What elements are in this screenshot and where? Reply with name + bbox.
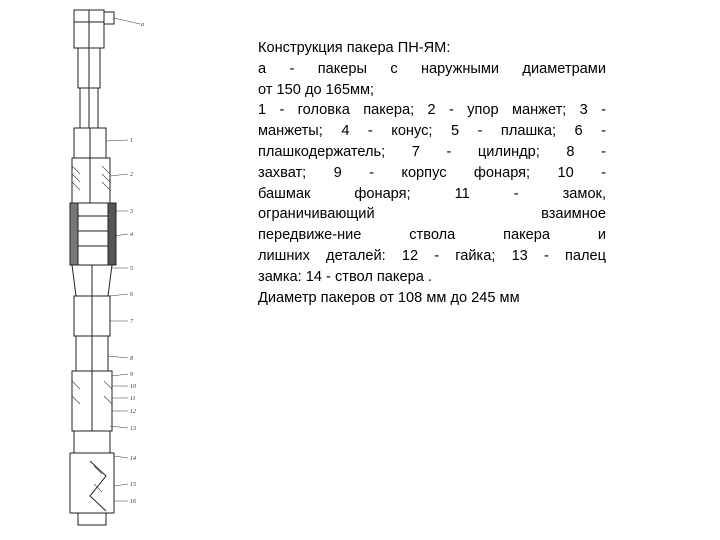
figure-label: 3 [130, 209, 133, 215]
caption-line: манжеты; 4 - конус; 5 - плашка; 6 - [258, 123, 606, 140]
figure-label: 6 [130, 292, 133, 298]
figure-label: 9 [130, 372, 133, 378]
figure-label: 11 [130, 396, 136, 402]
figure-label: 16 [130, 499, 136, 505]
caption-line: передвиже-ние ствола пакера и [258, 227, 606, 244]
figure-label-a: а [141, 22, 144, 28]
caption-line: замка: 14 - ствол пакера . [258, 268, 432, 285]
caption-line: от 150 до 165мм; [258, 81, 375, 98]
figure-label: 4 [130, 232, 133, 238]
figure-label: 12 [130, 409, 136, 415]
figure-label: 13 [130, 426, 136, 432]
caption-line: ограничивающий взаимное [258, 206, 606, 223]
caption-footer: Диаметр пакеров от 108 мм до 245 мм [258, 289, 520, 306]
caption-line: 1 - головка пакера; 2 - упор манжет; 3 - [258, 102, 606, 119]
caption-line: башмак фонаря; 11 - замок, [258, 185, 606, 202]
figure-label: 10 [130, 384, 136, 390]
figure-label: 1 [130, 138, 133, 144]
packer-drawing [50, 6, 160, 532]
caption-text [258, 38, 606, 308]
figure-label: 7 [130, 319, 133, 325]
figure-label: 8 [130, 356, 133, 362]
caption-line: плашкодержатель; 7 - цилиндр; 8 - [258, 143, 606, 160]
figure-label: 5 [130, 266, 133, 272]
figure-label: 14 [130, 456, 136, 462]
caption-line: захват; 9 - корпус фонаря; 10 - [258, 164, 606, 181]
figure-label: 15 [130, 482, 136, 488]
caption-title: Конструкция пакера ПН-ЯМ: [258, 40, 451, 56]
caption-line: а - пакеры с наружными диаметрами [258, 60, 606, 77]
figure-label: 2 [130, 172, 133, 178]
caption-line: лишних деталей: 12 - гайка; 13 - палец [258, 247, 606, 264]
